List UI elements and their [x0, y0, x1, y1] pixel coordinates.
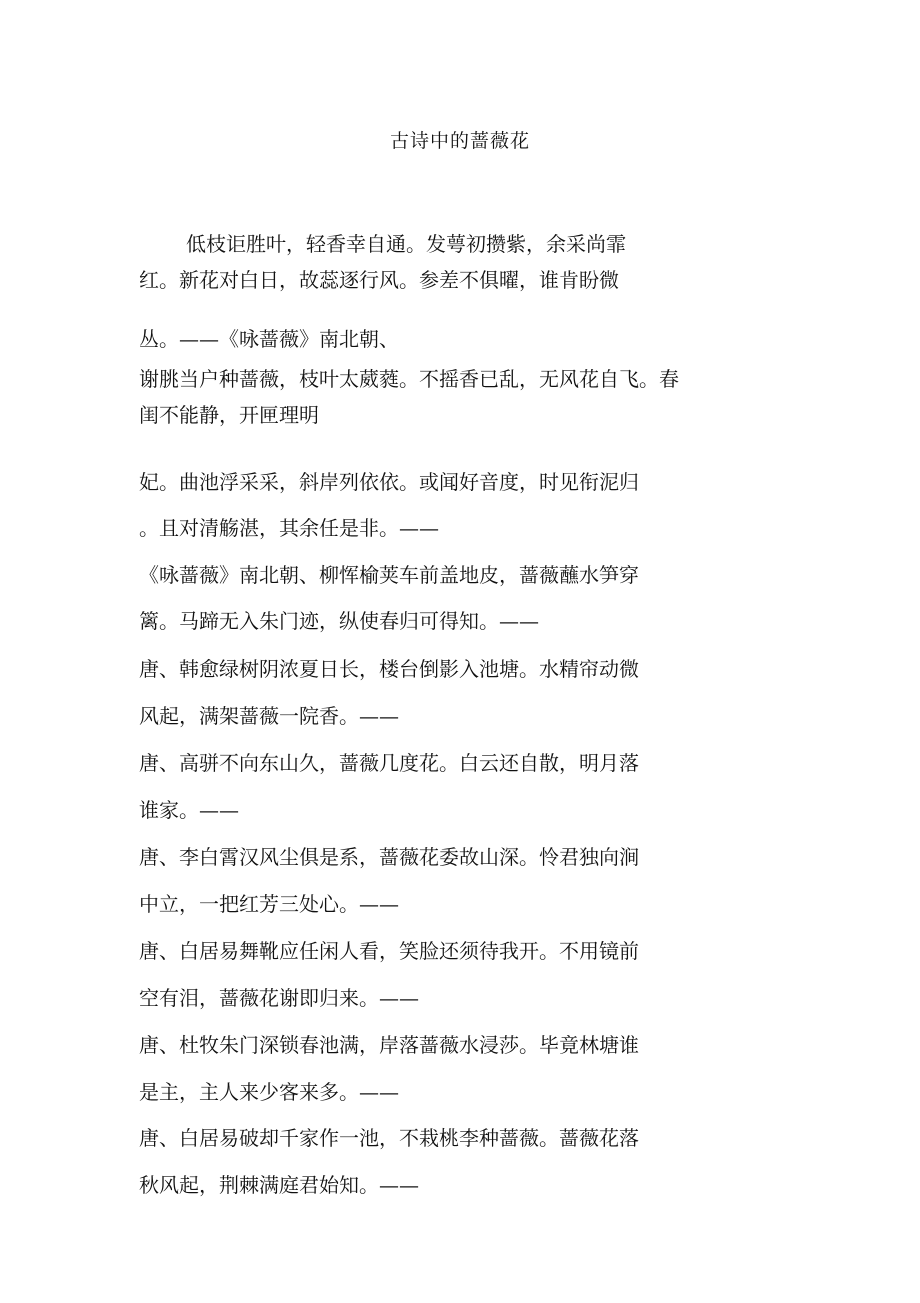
text-line: 秋风起，荆棘满庭君始知。—— [139, 1173, 419, 1197]
text-line: 丛。——《咏蔷薇》南北朝、 [139, 327, 399, 351]
text-line: 《咏蔷薇》南北朝、柳恽榆荚车前盖地皮，蔷薇蘸水笋穿 [139, 563, 639, 587]
text-line: 唐、李白霄汉风尘俱是系，蔷薇花委故山深。怜君独向涧 [139, 845, 639, 869]
text-line: 风起，满架蔷薇一院香。—— [139, 704, 399, 728]
text-line: 。且对清觞湛，其余任是非。—— [139, 516, 439, 540]
text-line: 谢朓当户种蔷薇，枝叶太葳蕤。不摇香已乱，无风花自飞。春 [139, 367, 679, 391]
page-title: 古诗中的蔷薇花 [389, 130, 530, 152]
text-line: 是主，主人来少客来多。—— [139, 1080, 399, 1104]
text-line: 闺不能静，开匣理明 [139, 403, 319, 427]
text-line: 空有泪，蔷薇花谢即归来。—— [139, 986, 419, 1010]
text-line: 唐、杜牧朱门深锁春池满，岸落蔷薇水浸莎。毕竟林塘谁 [139, 1033, 639, 1057]
text-line: 中立，一把红芳三处心。—— [139, 892, 399, 916]
text-line: 唐、韩愈绿树阴浓夏日长，楼台倒影入池塘。水精帘动微 [139, 657, 639, 681]
text-line: 唐、白居易舞靴应任闲人看，笑脸还须待我开。不用镜前 [139, 939, 639, 963]
text-line: 唐、高骈不向东山久，蔷薇几度花。白云还自散，明月落 [139, 751, 639, 775]
text-line: 低枝讵胜叶，轻香幸自通。发萼初攒紫，余采尚霏 [186, 232, 626, 256]
text-line: 红。新花对白日，故蕊逐行风。参差不俱曜，谁肯盼微 [139, 268, 619, 292]
text-line: 篱。马蹄无入朱门迹，纵使春归可得知。—— [139, 609, 539, 633]
text-line: 妃。曲池浮采采，斜岸列依依。或闻好音度，时见衔泥归 [139, 470, 639, 494]
text-line: 谁家。—— [139, 798, 239, 822]
text-line: 唐、白居易破却千家作一池，不栽桃李种蔷薇。蔷薇花落 [139, 1126, 639, 1150]
